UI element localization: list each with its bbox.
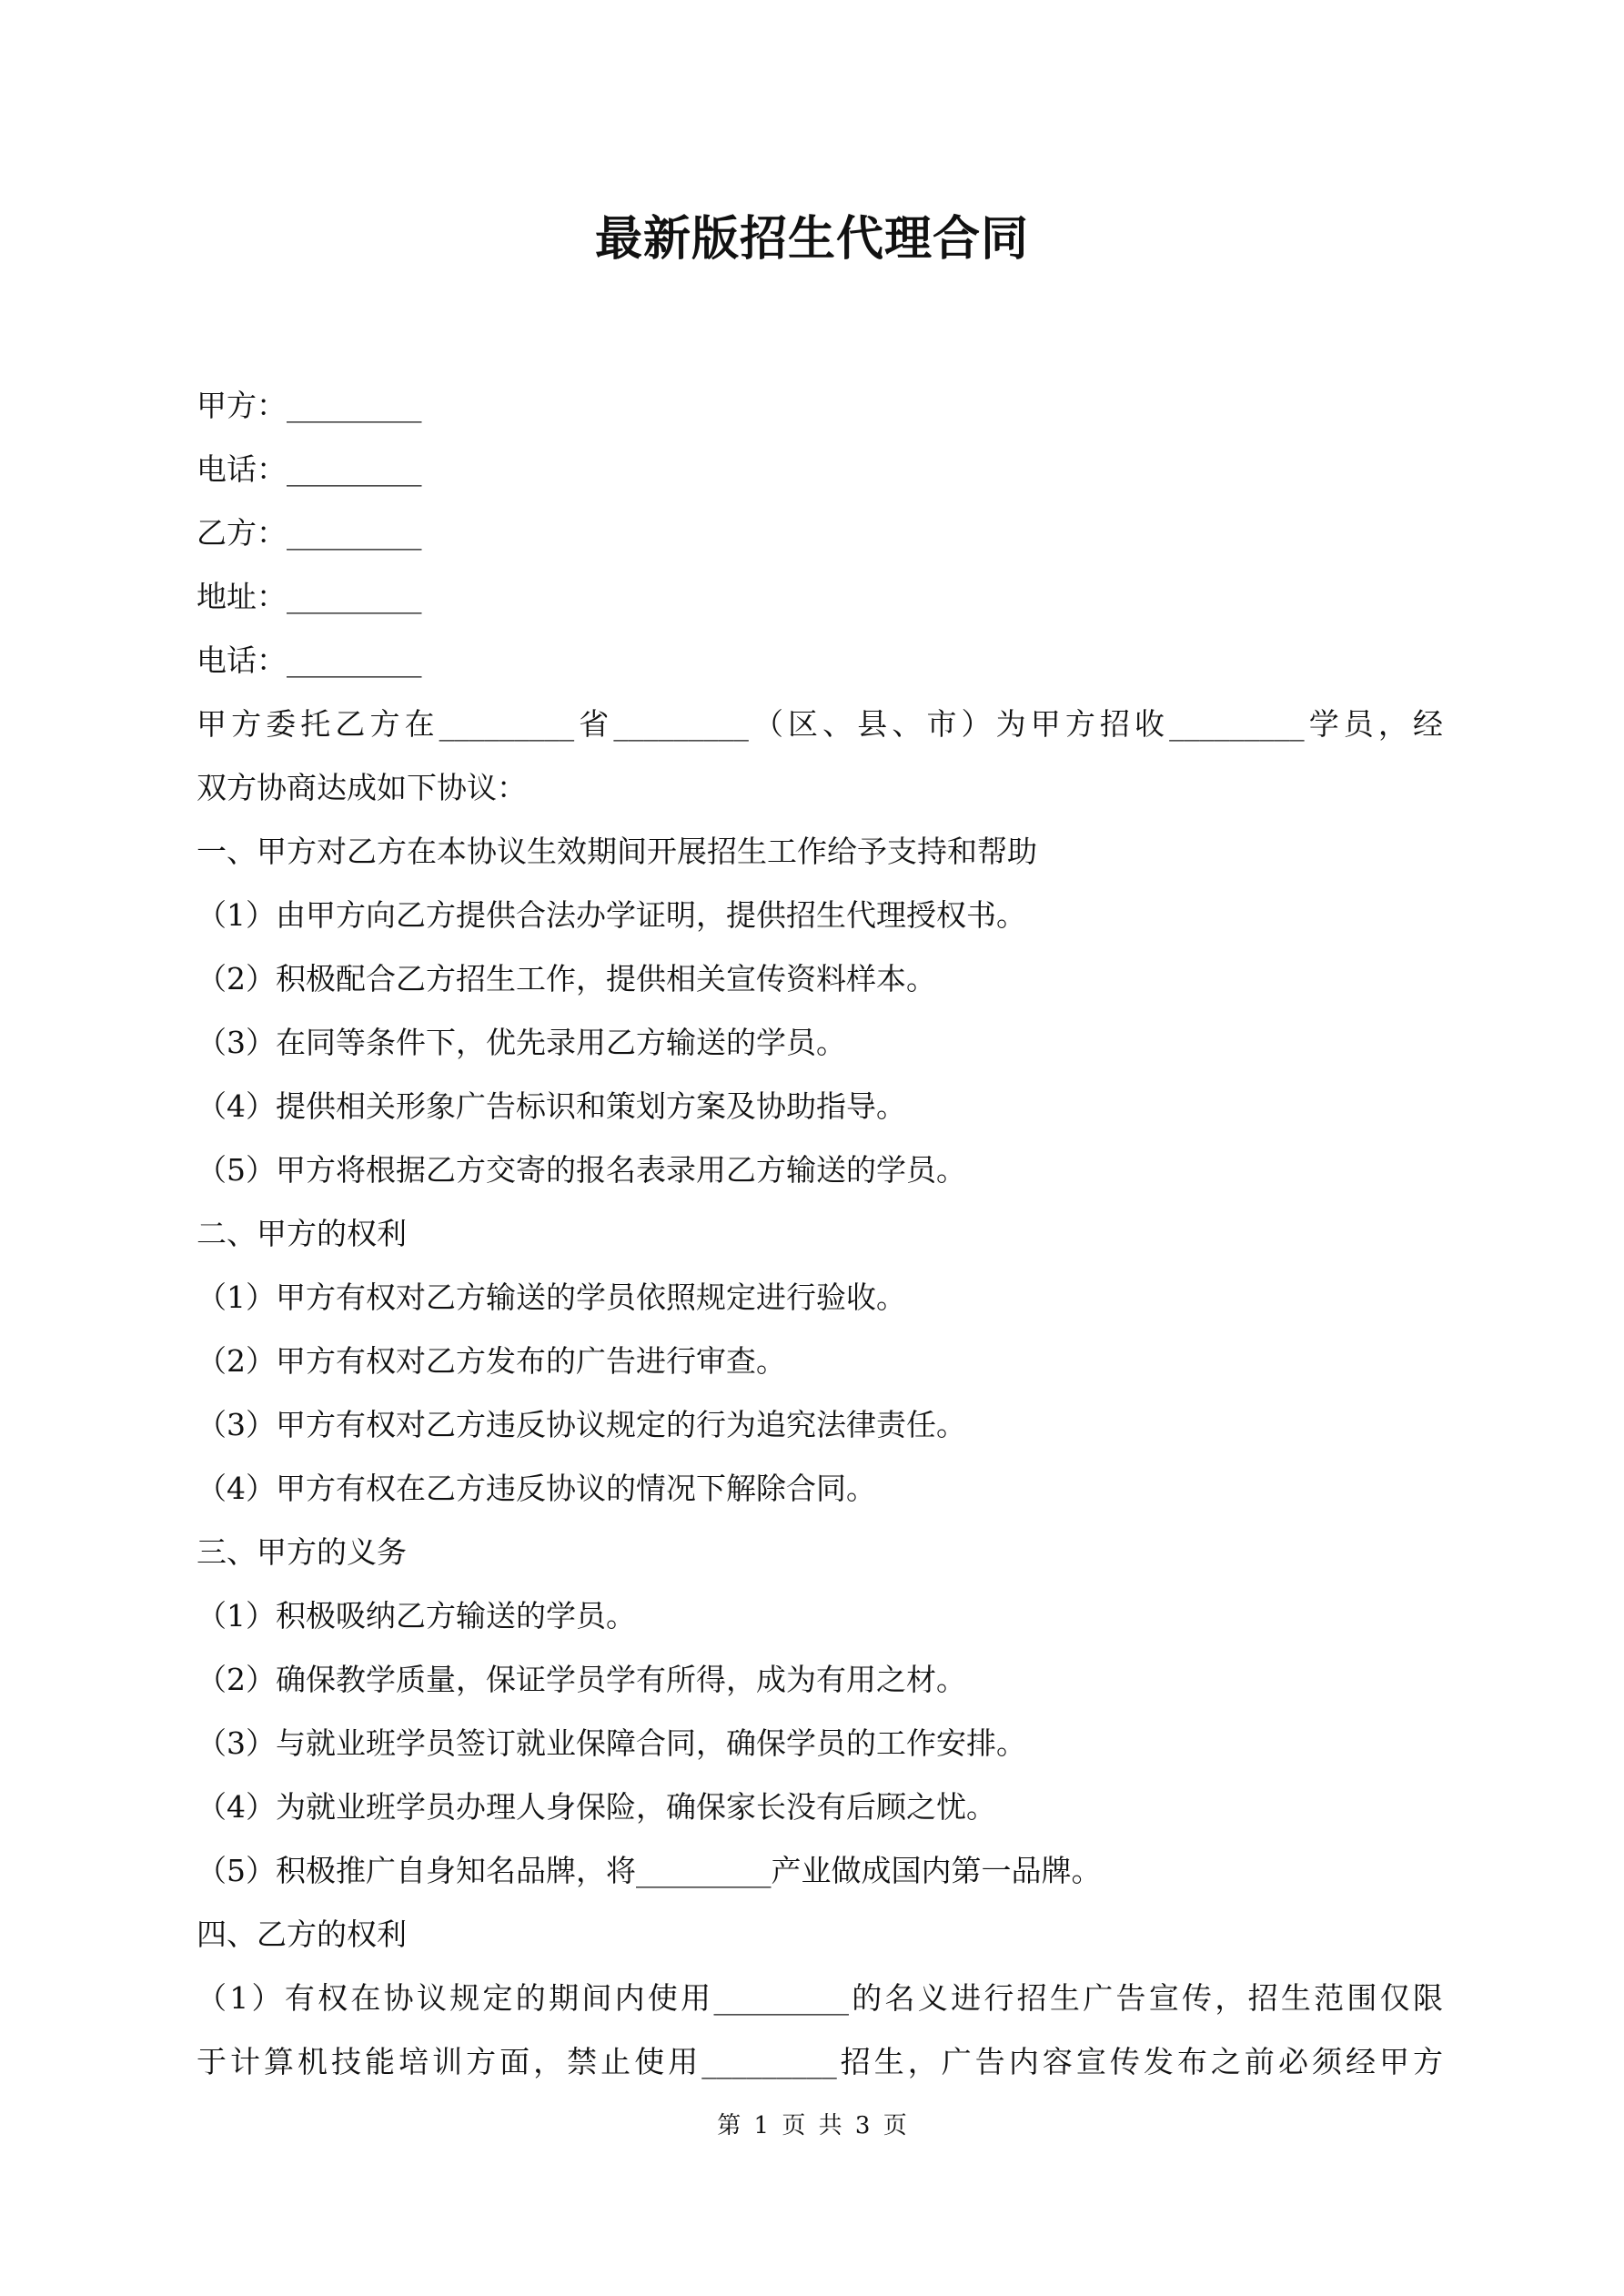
section-1-item-1: （1）由甲方向乙方提供合法办学证明，提供招生代理授权书。 <box>197 897 1026 933</box>
section-2-item-2: （2）甲方有权对乙方发布的广告进行审查。 <box>197 1343 786 1379</box>
section-3-item-5: （5）积极推广自身知名品牌，将_________产业做成国内第一品牌。 <box>197 1853 1102 1888</box>
section-1-item-5: （5）甲方将根据乙方交寄的报名表录用乙方输送的学员。 <box>197 1152 966 1188</box>
section-1-item-2: （2）积极配合乙方招生工作，提供相关宣传资料样本。 <box>197 961 936 996</box>
party-b-phone-line: 电话：_________ <box>197 642 422 678</box>
section-3-item-4: （4）为就业班学员办理人身保险，确保家长没有后顾之忧。 <box>197 1789 996 1825</box>
page-footer: 第 1 页 共 3 页 <box>717 2112 907 2139</box>
section-3-item-2: （2）确保教学质量，保证学员学有所得，成为有用之材。 <box>197 1662 966 1697</box>
document-title: 最新版招生代理合同 <box>594 211 1029 267</box>
section-4-heading: 四、乙方的权利 <box>197 1917 407 1952</box>
section-1-item-3: （3）在同等条件下，优先录用乙方输送的学员。 <box>197 1025 846 1060</box>
intro-paragraph-line-1: 甲方委托乙方在_________省_________（区、县、市）为甲方招收_________学员，经 <box>197 706 1443 742</box>
section-2-item-4: （4）甲方有权在乙方违反协议的情况下解除合同。 <box>197 1471 876 1506</box>
party-a-phone-line: 电话：_________ <box>197 451 422 487</box>
section-2-item-1: （1）甲方有权对乙方输送的学员依照规定进行验收。 <box>197 1279 906 1315</box>
contract-body <box>197 374 1443 2094</box>
party-b-line: 乙方：_________ <box>197 515 422 551</box>
party-b-address-line: 地址：_________ <box>197 579 422 614</box>
intro-paragraph-line-2: 双方协商达成如下协议： <box>197 770 527 805</box>
section-1-heading: 一、甲方对乙方在本协议生效期间开展招生工作给予支持和帮助 <box>197 834 1037 869</box>
section-3-item-1: （1）积极吸纳乙方输送的学员。 <box>197 1598 636 1633</box>
section-3-heading: 三、甲方的义务 <box>197 1534 407 1570</box>
section-4-item-1-line-2: 于计算机技能培训方面，禁止使用_________招生，广告内容宣传发布之前必须经甲方 <box>197 2044 1443 2079</box>
section-2-item-3: （3）甲方有权对乙方违反协议规定的行为追究法律责任。 <box>197 1407 966 1442</box>
section-1-item-4: （4）提供相关形象广告标识和策划方案及协助指导。 <box>197 1088 906 1124</box>
party-a-line: 甲方：_________ <box>197 388 422 423</box>
section-3-item-3: （3）与就业班学员签订就业保障合同，确保学员的工作安排。 <box>197 1725 1026 1761</box>
section-2-heading: 二、甲方的权利 <box>197 1216 407 1251</box>
section-4-item-1-line-1: （1）有权在协议规定的期间内使用_________的名义进行招生广告宣传，招生范围仅限 <box>197 1980 1443 2016</box>
